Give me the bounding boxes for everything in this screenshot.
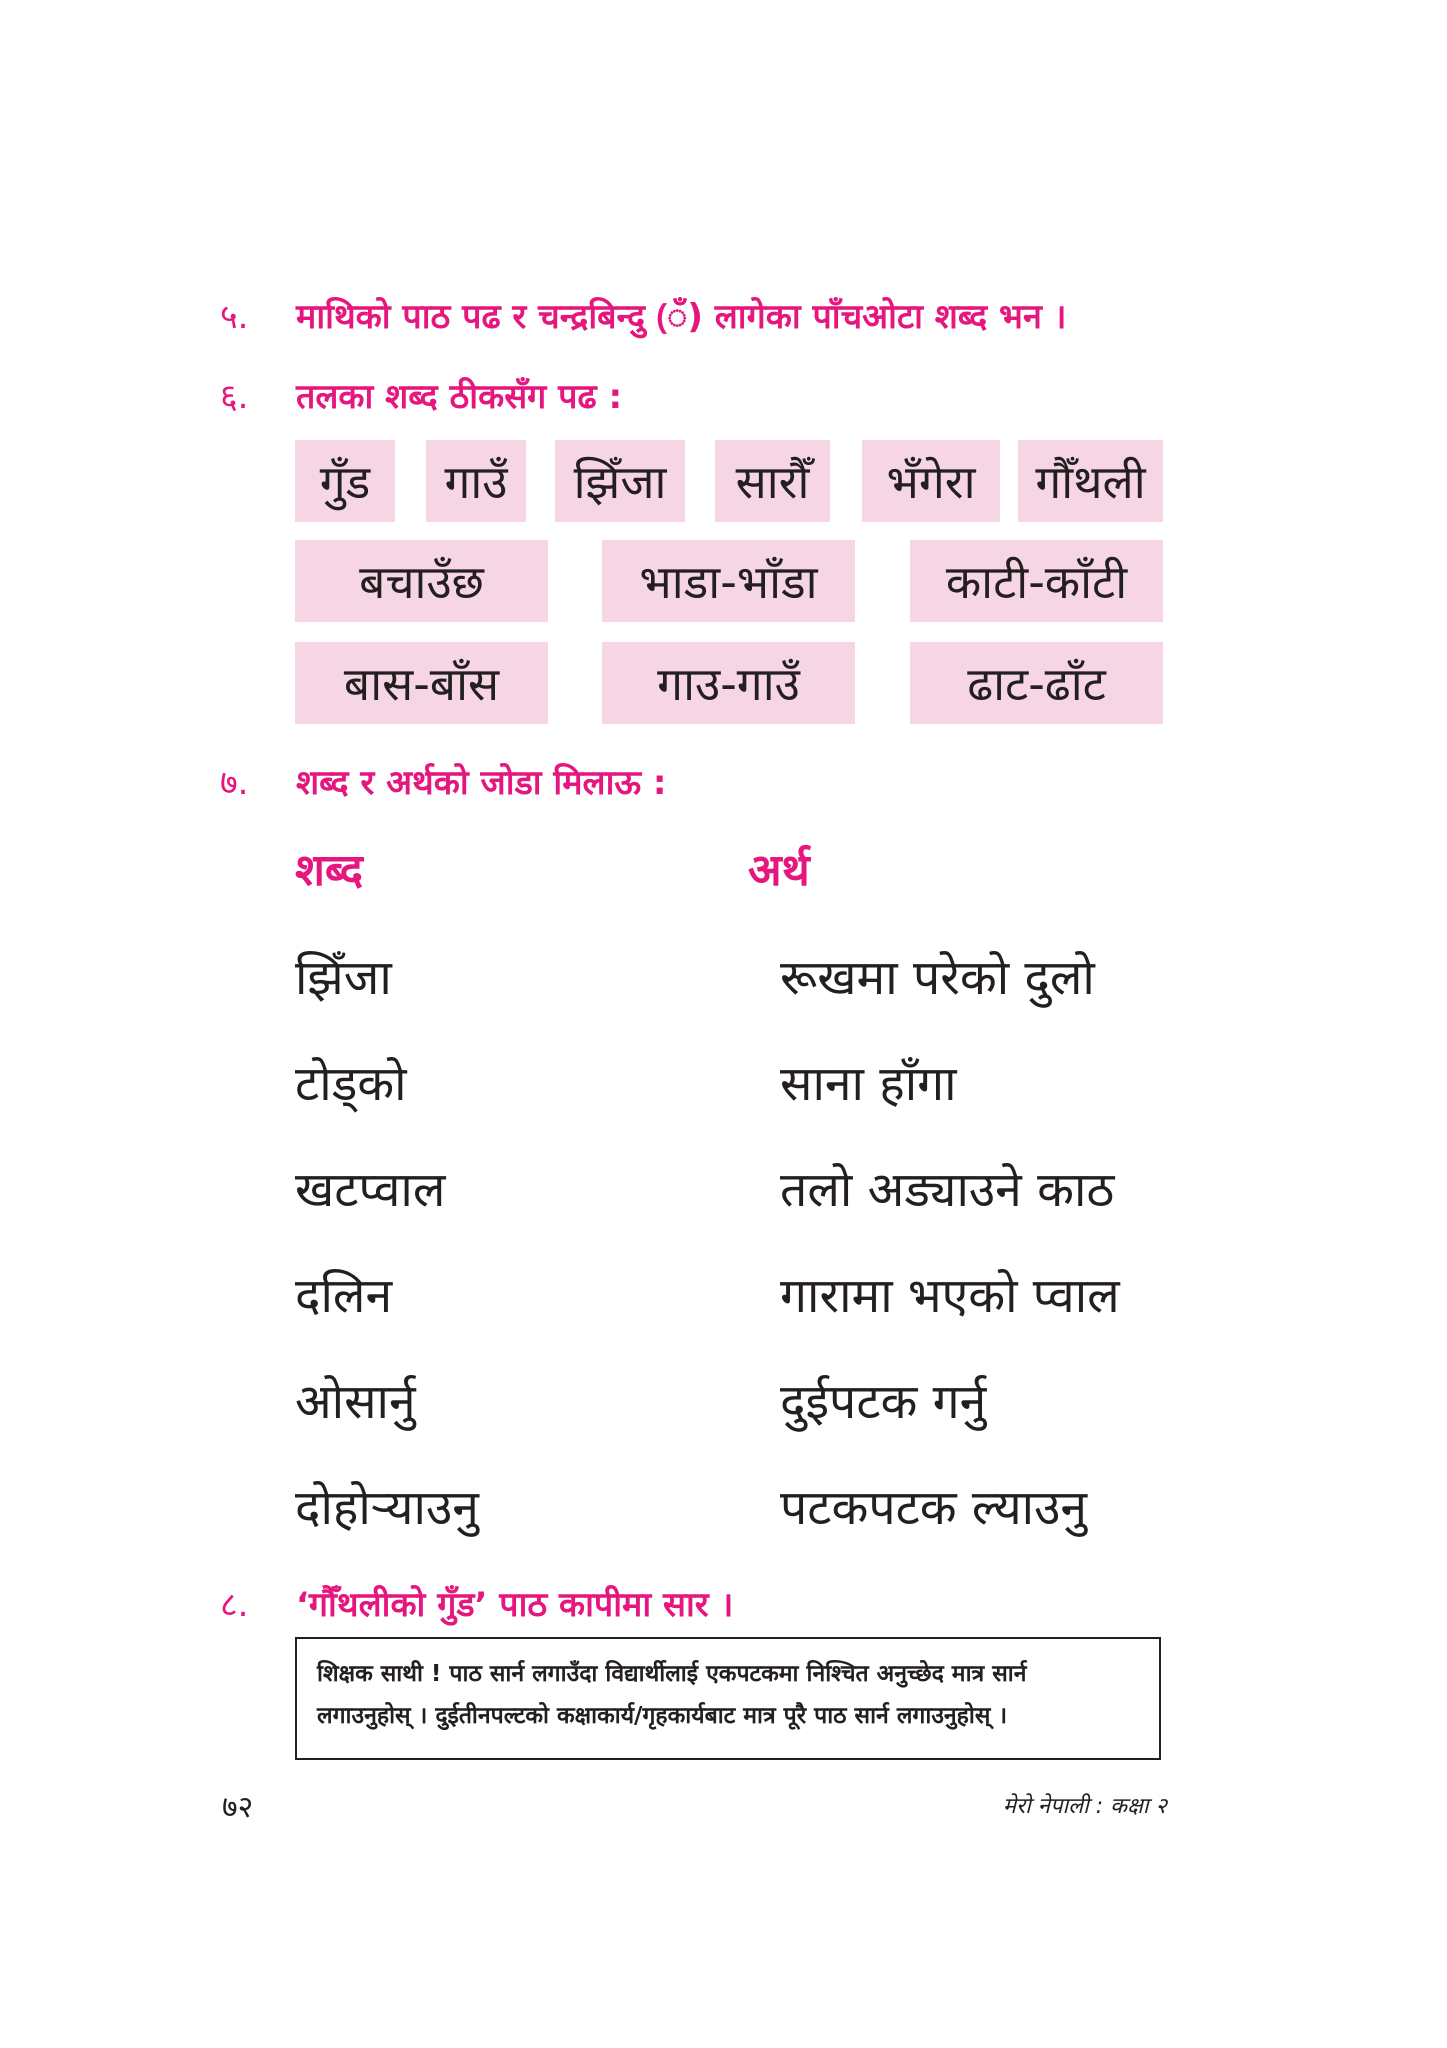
question-number: ५.	[220, 297, 249, 337]
column-heading-word: शब्द	[295, 845, 363, 896]
word-box	[862, 440, 1000, 522]
match-meaning: रूखमा परेको दुलो	[780, 950, 1095, 1006]
word-text: गुँड	[319, 455, 371, 509]
match-word: टोड्को	[295, 1056, 407, 1112]
word-text: बास-बाँस	[343, 657, 500, 711]
question-number: ८.	[220, 1585, 249, 1625]
note-line: शिक्षक साथी ! पाठ सार्न लगाउँदा विद्यार्थीलाई एकपटकमा निश्चित अनुच्छेद मात्र सार्न	[317, 1661, 1027, 1687]
word-text: भँगेरा	[886, 455, 976, 509]
word-box	[555, 440, 685, 522]
word-text: झिँजा	[573, 455, 667, 509]
page-number: ७२	[222, 1790, 254, 1825]
book-footer: मेरो नेपाली : कक्षा २	[1002, 1794, 1167, 1819]
word-text: भाडा-भाँडा	[639, 555, 818, 609]
match-word: ओसार्नु	[295, 1374, 416, 1430]
match-meaning: साना हाँगा	[780, 1056, 957, 1112]
question-5	[220, 292, 1067, 338]
match-word: दोहोऱ्याउनु	[295, 1480, 479, 1536]
match-meaning: दुईपटक गर्नु	[780, 1374, 987, 1430]
question-text: ‘गौँथलीको गुँड’ पाठ कापीमा सार ।	[296, 1585, 734, 1625]
word-text: काटी-काँटी	[945, 555, 1128, 609]
question-number: ६.	[220, 377, 249, 417]
match-word: खटप्वाल	[295, 1162, 446, 1218]
column-heading-meaning: अर्थ	[748, 845, 810, 896]
match-meaning: तलो अड्याउने काठ	[780, 1162, 1115, 1218]
question-number: ७.	[220, 763, 249, 803]
word-box	[910, 642, 1163, 724]
word-box	[426, 440, 526, 522]
word-text: गौँथली	[1035, 455, 1146, 509]
question-6	[220, 372, 622, 418]
word-text: गाउ-गाउँ	[657, 657, 800, 711]
word-text: बचाउँछ	[359, 555, 484, 609]
word-box	[295, 642, 548, 724]
match-meaning: पटकपटक ल्याउनु	[780, 1480, 1088, 1536]
word-text: सारौँ	[735, 455, 810, 509]
question-8	[220, 1580, 733, 1626]
question-text: शब्द र अर्थको जोडा मिलाऊ :	[296, 763, 667, 803]
word-box	[1018, 440, 1163, 522]
word-box	[602, 642, 855, 724]
word-text: ढाट-ढाँट	[967, 657, 1106, 711]
question-7	[220, 758, 667, 804]
word-box	[715, 440, 830, 522]
word-box	[602, 540, 855, 622]
word-box	[910, 540, 1163, 622]
teacher-note	[295, 1637, 1161, 1760]
match-word: दलिन	[295, 1268, 393, 1324]
word-box	[295, 540, 548, 622]
note-line: लगाउनुहोस् । दुईतीनपल्टको कक्षाकार्य/गृहकार्यबाट मात्र पूरै पाठ सार्न लगाउनुहोस् ।	[317, 1703, 1008, 1729]
match-meaning: गारामा भएको प्वाल	[780, 1268, 1120, 1324]
match-word: झिँजा	[295, 950, 392, 1006]
question-text: माथिको पाठ पढ र चन्द्रबिन्दु (ँ) लागेका पाँचओटा शब्द भन ।	[296, 297, 1067, 337]
question-text: तलका शब्द ठीकसँग पढ :	[296, 377, 623, 417]
word-box	[295, 440, 395, 522]
word-text: गाउँ	[444, 455, 508, 509]
